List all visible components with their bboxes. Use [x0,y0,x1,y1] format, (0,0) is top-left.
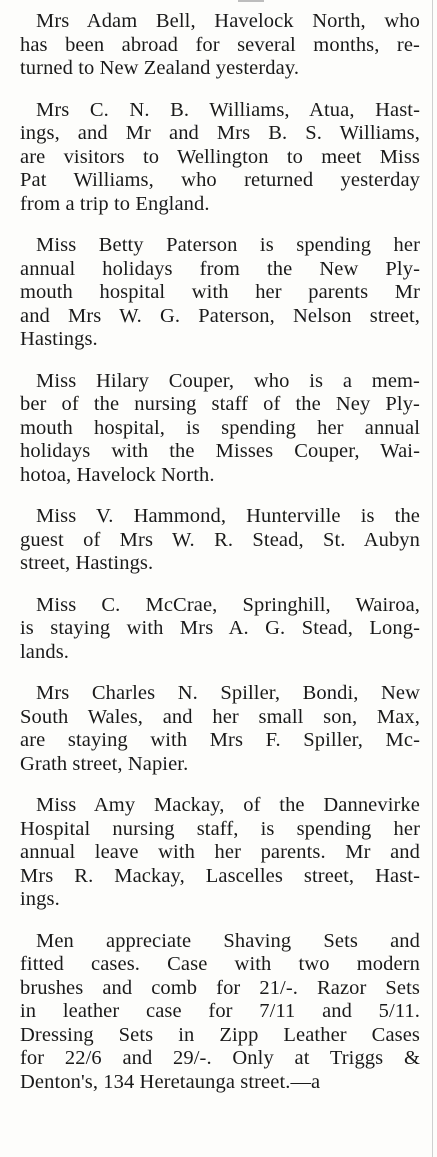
text-line: Mrs C. N. B. Williams, Atua, Hast- [36,98,420,121]
text-line: Hastings. [20,328,98,350]
text-line: brushes and comb for 21/-. Razor Sets [20,976,420,999]
text-line: are visitors to Wellington to meet Miss [20,145,420,168]
social-notes-column [20,10,420,1112]
text-line: Miss Hilary Couper, who is a mem- [36,369,420,392]
column-rule [432,0,433,1157]
text-line: mouth hospital, is spending her annual [20,416,420,439]
text-line: Miss Amy Mackay, of the Dannevirke [36,794,420,816]
text-line: fitted cases. Case with two modern [20,953,420,975]
news-paragraph [20,370,420,488]
text-line: turned to New Zealand yesterday. [20,57,300,79]
text-line: and Mrs W. G. Paterson, Nelson street, [20,304,420,327]
text-line: South Wales, and her small son, Max, [20,705,420,728]
text-line: are staying with Mrs F. Spiller, Mc- [20,729,420,751]
text-line: Hospital nursing staff, is spending her [20,817,420,840]
text-line: has been abroad for several months, re- [20,33,420,56]
text-line: for 22/6 and 29/-. Only at Triggs & [20,1047,420,1069]
news-paragraph [20,930,420,1095]
news-paragraph [20,682,420,776]
text-line: street, Hastings. [20,552,154,574]
text-line: from a trip to England. [20,192,210,215]
text-line: Denton's, 134 Heretaunga street.—a [20,1070,321,1093]
text-line: Mrs Charles N. Spiller, Bondi, New [36,682,420,704]
news-paragraph [20,794,420,912]
text-line: Men appreciate Shaving Sets and [36,929,420,952]
text-line: Miss C. McCrae, Springhill, Wairoa, [36,593,420,616]
text-line: is staying with Mrs A. G. Stead, Long- [20,617,420,639]
text-line: guest of Mrs W. R. Stead, St. Aubyn [20,528,420,551]
text-line: hotoa, Havelock North. [20,463,215,486]
text-line: Mrs R. Mackay, Lascelles street, Hast- [20,864,420,887]
text-line: annual holidays from the New Ply- [20,257,420,280]
news-paragraph [20,10,420,81]
text-line: Dressing Sets in Zipp Leather Cases [20,1023,420,1046]
text-line: annual leave with her parents. Mr and [20,841,420,863]
news-paragraph [20,234,420,352]
news-paragraph [20,505,420,576]
news-paragraph [20,594,420,665]
text-line: Grath street, Napier. [20,752,189,775]
text-line: ber of the nursing staff of the Ney Ply- [20,393,420,415]
text-line: Mrs Adam Bell, Havelock North, who [36,10,420,32]
text-line: in leather case for 7/11 and 5/11. [20,1000,420,1022]
text-line: Pat Williams, who returned yesterday [20,169,420,191]
news-paragraph [20,99,420,217]
text-line: ings, and Mr and Mrs B. S. Williams, [20,122,420,144]
text-line: holidays with the Misses Couper, Wai- [20,440,420,462]
text-line: lands. [20,640,69,663]
top-edge-mark [238,0,264,2]
text-line: mouth hospital with her parents Mr [20,281,420,303]
text-line: Miss V. Hammond, Hunterville is the [36,505,420,527]
text-line: ings. [20,888,60,910]
text-line: Miss Betty Paterson is spending her [36,234,420,256]
